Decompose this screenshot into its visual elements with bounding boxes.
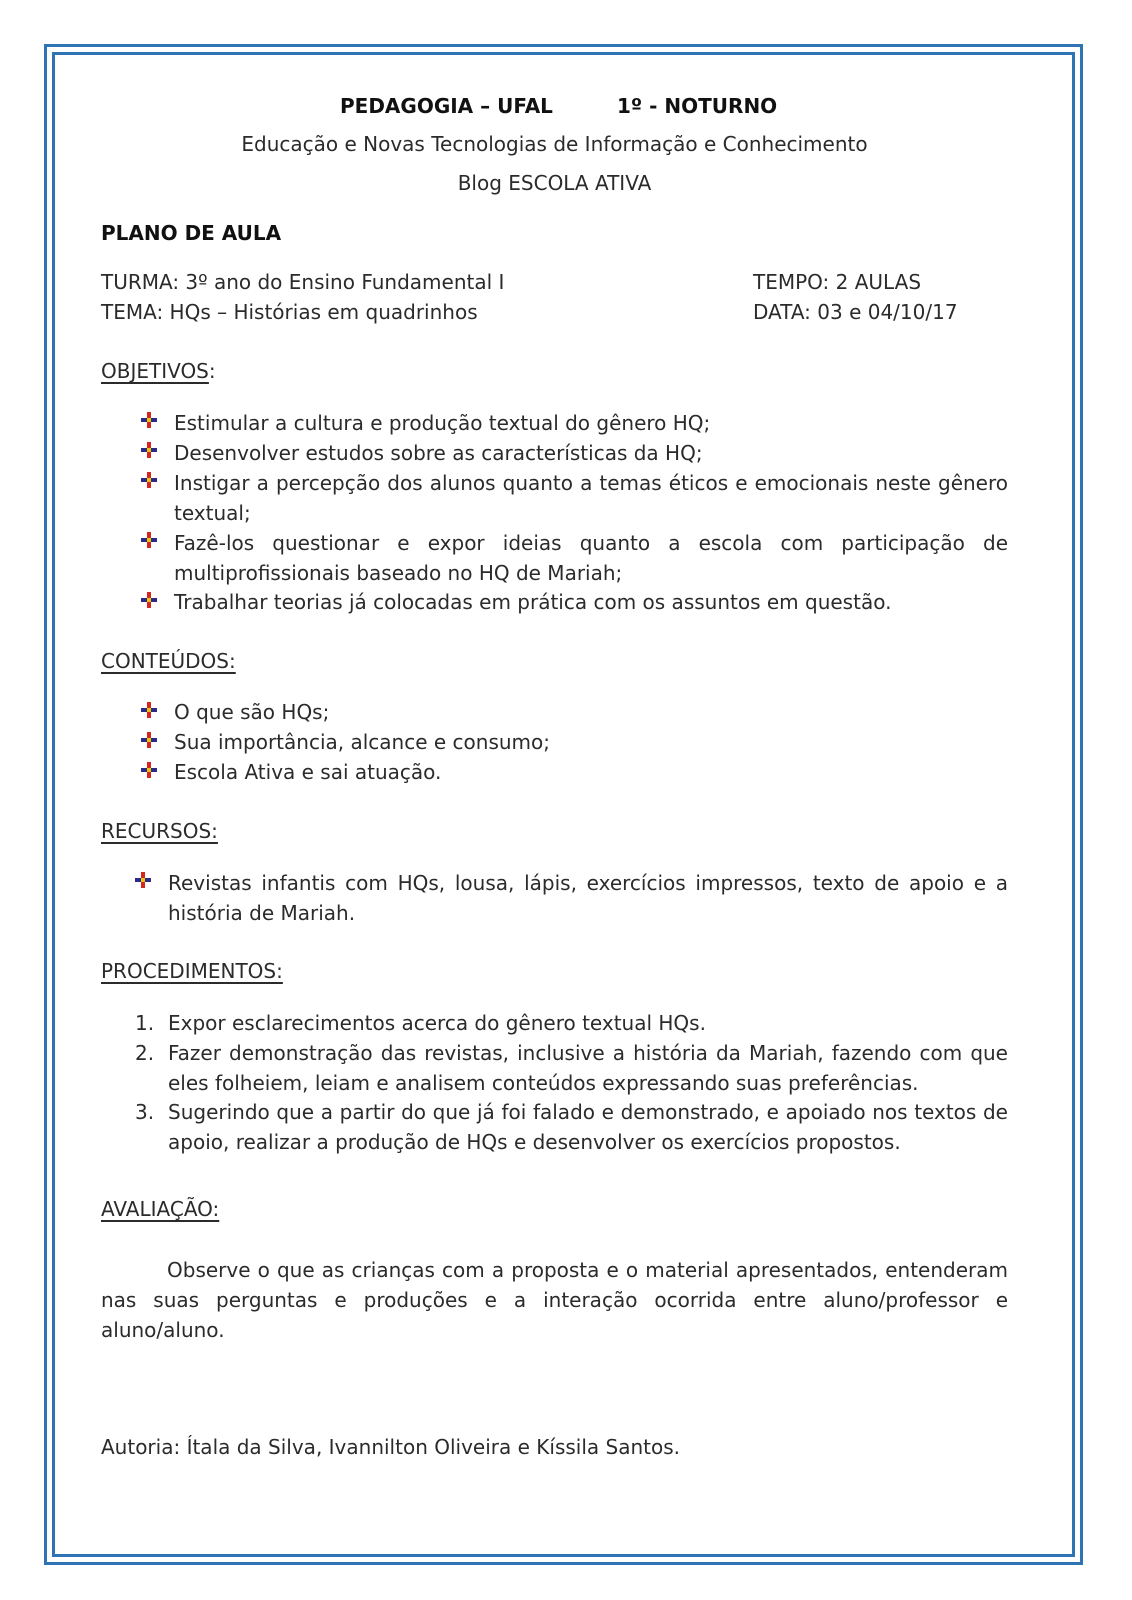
header-period: 1º - NOTURNO xyxy=(617,94,778,118)
bullet-arrow-icon xyxy=(140,441,158,459)
objetivo-line: textual; xyxy=(174,501,251,525)
objetivo-line: multiprofissionais baseado no HQ de Mariah; xyxy=(174,561,623,585)
objetivo-item: Desenvolver estudos sobre as características da HQ; xyxy=(174,441,703,465)
bullet-arrow-icon xyxy=(140,701,158,719)
avaliacao-paragraph xyxy=(101,1255,1008,1345)
info-turma: TURMA: 3º ano do Ensino Fundamental I xyxy=(101,270,505,294)
recursos-line: história de Mariah. xyxy=(168,901,356,925)
objetivos-heading-colon: : xyxy=(208,359,216,383)
conteudo-item: Escola Ativa e sai atuação. xyxy=(174,760,442,784)
objetivo-line: Instigar a percepção dos alunos quanto a temas éticos e emocionais neste gênero xyxy=(174,471,1008,495)
procedimento-number: 1. xyxy=(135,1011,155,1035)
objetivo-item: Estimular a cultura e produção textual do gênero HQ; xyxy=(174,411,711,435)
autoria: Autoria: Ítala da Silva, Ivannilton Oliveira e Kíssila Santos. xyxy=(101,1435,680,1459)
info-tempo: TEMPO: 2 AULAS xyxy=(753,270,922,294)
objetivos-heading xyxy=(101,359,216,383)
procedimento-line: apoio, realizar a produção de HQs e desenvolver os exercícios propostos. xyxy=(168,1130,901,1154)
info-data: DATA: 03 e 04/10/17 xyxy=(753,300,958,324)
header-course: PEDAGOGIA – UFAL xyxy=(340,94,553,118)
procedimento-number: 2. xyxy=(135,1041,155,1065)
avaliacao-line: nas suas perguntas e produções e a interação ocorrida entre aluno/professor e xyxy=(101,1288,1008,1312)
bullet-arrow-icon xyxy=(140,471,158,489)
procedimento-number: 3. xyxy=(135,1100,155,1124)
procedimento-line: eles folheiem, leiam e analisem conteúdos expressando suas preferências. xyxy=(168,1071,919,1095)
conteudo-item: Sua importância, alcance e consumo; xyxy=(174,730,550,754)
procedimento-item-multiline xyxy=(168,1097,1008,1157)
objetivo-item-multiline xyxy=(174,528,1008,588)
procedimento-line: Fazer demonstração das revistas, inclusive a história da Mariah, fazendo com que xyxy=(168,1041,1008,1065)
bullet-arrow-icon xyxy=(140,411,158,429)
recursos-heading: RECURSOS: xyxy=(101,819,218,843)
objetivos-heading-text: OBJETIVOS xyxy=(101,359,209,383)
procedimento-item-multiline xyxy=(168,1038,1008,1098)
avaliacao-line: aluno/aluno. xyxy=(101,1318,225,1342)
recursos-item xyxy=(168,868,1008,928)
bullet-arrow-icon xyxy=(140,761,158,779)
conteudo-item: O que são HQs; xyxy=(174,700,330,724)
bullet-arrow-icon xyxy=(140,591,158,609)
info-tema: TEMA: HQs – Histórias em quadrinhos xyxy=(101,300,478,324)
procedimento-line: Sugerindo que a partir do que já foi falado e demonstrado, e apoiado nos textos de xyxy=(168,1100,1008,1124)
header-discipline: Educação e Novas Tecnologias de Informação e Conhecimento xyxy=(241,132,868,156)
bullet-arrow-icon xyxy=(134,871,152,889)
conteudos-heading: CONTEÚDOS: xyxy=(101,649,236,673)
avaliacao-heading: AVALIAÇÃO: xyxy=(101,1197,220,1221)
objetivo-item-multiline xyxy=(174,468,1008,528)
objetivo-item: Trabalhar teorias já colocadas em prática com os assuntos em questão. xyxy=(174,590,892,614)
bullet-arrow-icon xyxy=(140,531,158,549)
plan-title: PLANO DE AULA xyxy=(101,221,282,245)
objetivo-line: Fazê-los questionar e expor ideias quanto a escola com participação de xyxy=(174,531,1008,555)
bullet-arrow-icon xyxy=(140,731,158,749)
avaliacao-line: Observe o que as crianças com a proposta e o material apresentados, entenderam xyxy=(167,1258,1008,1282)
header-blog: Blog ESCOLA ATIVA xyxy=(457,171,652,195)
procedimentos-heading: PROCEDIMENTOS: xyxy=(101,959,283,983)
recursos-line: Revistas infantis com HQs, lousa, lápis, exercícios impressos, texto de apoio e a xyxy=(168,871,1008,895)
procedimento-item: Expor esclarecimentos acerca do gênero textual HQs. xyxy=(168,1011,706,1035)
